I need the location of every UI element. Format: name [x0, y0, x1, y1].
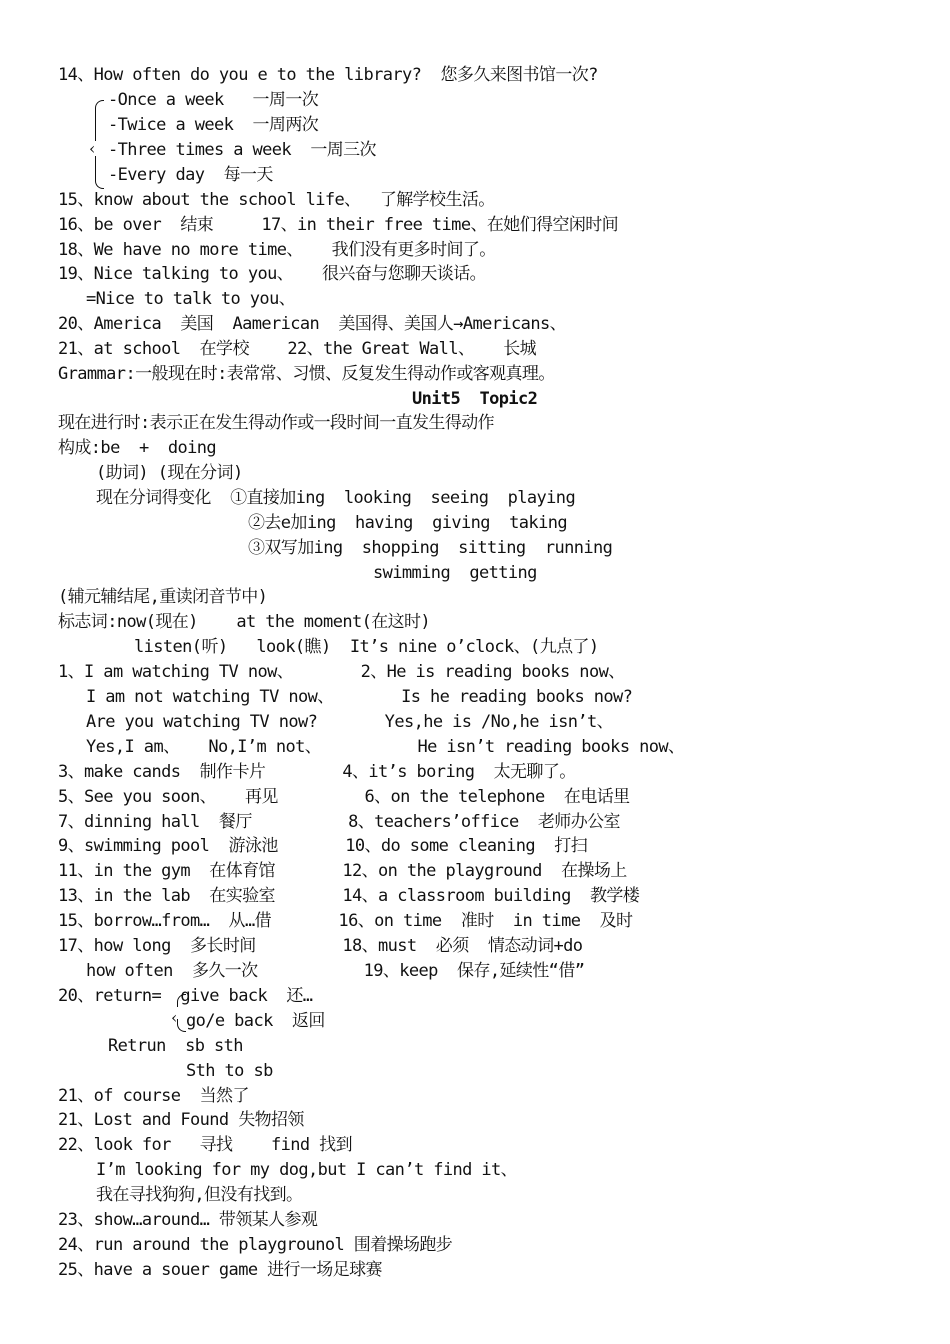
- brace-line: [95, 156, 96, 176]
- text-line: =Nice to talk to you、: [86, 289, 296, 309]
- brace-bottom: [95, 176, 104, 189]
- text-line: 24、run around the playgrounol 围着操场跑步: [58, 1235, 453, 1255]
- text-line: 9、swimming pool 游泳池 10、do some cleaning 打扫: [58, 836, 588, 856]
- section-heading: Unit5 Topic2: [412, 389, 538, 409]
- text-line: 11、in the gym 在体育馆 12、on the playground 在操场上: [58, 861, 627, 881]
- text-line: Grammar:一般现在时:表常常、习惯、反复发生得动作或客观真理。: [58, 364, 555, 384]
- text-line: listen(听) look(瞧) It’s nine o’clock、(九点了): [134, 637, 599, 657]
- text-line: I am not watching TV now、 Is he reading books now?: [86, 687, 633, 707]
- brace-line: [95, 111, 96, 141]
- text-line: 5、See you soon、 再见 6、on the telephone 在电话里: [58, 787, 630, 807]
- brace-point: ‹: [89, 139, 96, 158]
- text-line: go/e back 返回: [186, 1011, 325, 1031]
- text-line: -Three times a week 一周三次: [108, 140, 376, 160]
- text-line: Retrun sb sth: [108, 1036, 243, 1056]
- text-line: 标志词:now(现在) at the moment(在这时): [58, 612, 431, 632]
- text-line: Are you watching TV now? Yes,he is /No,he isn’t、: [86, 712, 614, 732]
- text-line: how often 多久一次 19、keep 保存,延续性“借”: [86, 961, 585, 981]
- text-line: ②去e加ing having giving taking: [248, 513, 567, 533]
- text-line: ③双写加ing shopping sitting running: [248, 538, 613, 558]
- brace-point: ‹: [171, 1008, 178, 1027]
- text-line: 19、Nice talking to you、 很兴奋与您聊天谈话。: [58, 264, 487, 284]
- text-line: -Twice a week 一周两次: [108, 115, 319, 135]
- text-line: 23、show…around… 带领某人参观: [58, 1210, 318, 1230]
- text-line: 构成:be + doing: [58, 438, 217, 458]
- text-line: 13、in the lab 在实验室 14、a classroom building 教学楼: [58, 886, 640, 906]
- text-line: (辅元辅结尾,重读闭音节中): [58, 587, 268, 607]
- text-line: 现在进行时:表示正在发生得动作或一段时间一直发生得动作: [58, 413, 495, 433]
- text-line: 17、how long 多长时间 18、must 必须 情态动词+do: [58, 936, 583, 956]
- text-line: (助词) (现在分词): [96, 463, 243, 483]
- text-line: -Once a week 一周一次: [108, 90, 319, 110]
- text-line: 21、at school 在学校 22、the Great Wall、 长城: [58, 339, 537, 359]
- text-line: 18、We have no more time、 我们没有更多时间了。: [58, 240, 496, 260]
- brace-top: [95, 100, 104, 113]
- text-line: 25、have a souer game 进行一场足球赛: [58, 1260, 382, 1280]
- text-line: 3、make cands 制作卡片 4、it’s boring 太无聊了。: [58, 762, 576, 782]
- text-line: 7、dinning hall 餐厅 8、teachers’office 老师办公室: [58, 812, 620, 832]
- text-line: 14、How often do you e to the library? 您多久来图书馆一次?: [58, 65, 598, 85]
- text-line: 21、Lost and Found 失物招领: [58, 1110, 304, 1130]
- text-line: 现在分词得变化 ①直接加ing looking seeing playing: [96, 488, 576, 508]
- text-line: swimming getting: [373, 563, 537, 583]
- text-line: -Every day 每一天: [108, 165, 273, 185]
- text-line: 16、be over 结束 17、in their free time、在她们得空闲时间: [58, 215, 619, 235]
- brace-bottom: [177, 1019, 186, 1032]
- text-line: I’m looking for my dog,but I can’t find it、: [96, 1160, 518, 1180]
- text-line: Yes,I am、 No,I’m not、 He isn’t reading books now、: [86, 737, 685, 757]
- text-line: Sth to sb: [186, 1061, 273, 1081]
- text-line: 15、know about the school life、 了解学校生活。: [58, 190, 495, 210]
- text-line: 20、return= give back 还…: [58, 986, 313, 1006]
- text-line: 我在寻找狗狗,但没有找到。: [96, 1185, 303, 1205]
- text-line: 15、borrow…from… 从…借 16、on time 准时 in time 及时: [58, 911, 633, 931]
- text-line: 21、of course 当然了: [58, 1086, 249, 1106]
- text-line: 20、America 美国 Aamerican 美国得、美国人→Americans、: [58, 314, 566, 334]
- text-line: 22、look for 寻找 find 找到: [58, 1135, 352, 1155]
- text-line: 1、I am watching TV now、 2、He is reading books now、: [58, 662, 625, 682]
